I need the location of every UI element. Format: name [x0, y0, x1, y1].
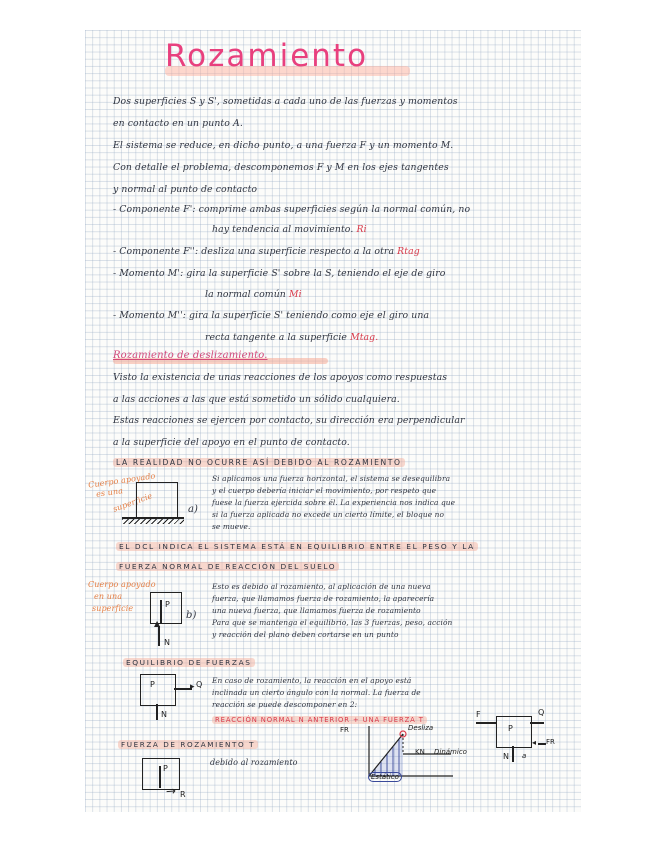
banner-dcl-2-text: FUERZA NORMAL DE REACCIÓN DEL SUELO: [116, 562, 339, 571]
diagram-b-text-1: Esto es debido al rozamiento, al aplicación de una nueva: [212, 582, 431, 591]
diagram-c-block: [140, 674, 176, 706]
diagram-b-text-4: Para que se mantenga el equilibrio, las 3 fuerzas, peso, acción: [212, 618, 453, 627]
intro-line-3: El sistema se reduce, en dicho punto, a una fuerza F y un momento M.: [113, 140, 454, 151]
bullet-2-tag: Rtag: [397, 246, 420, 257]
diagram-e-p-label: P: [508, 724, 513, 733]
diagram-b-text-2: fuerza, que llamamos fuerza de rozamiento, la aparecería: [212, 594, 435, 603]
bullet-2-text: - Componente F'': desliza una superficie respecto a la otra: [113, 246, 395, 257]
diagram-d-weight-arrow: [159, 766, 161, 788]
heading-friction-text: FUERZA DE ROZAMIENTO T: [118, 740, 258, 749]
intro-line-5: y normal al punto de contacto: [113, 184, 258, 195]
banner-reaction-text: REACCIÓN NORMAL N ANTERIOR + UNA FUERZA T: [212, 716, 427, 724]
diagram-b-letter: b): [186, 610, 197, 621]
para2-line-2: a las acciones a las que está sometido un sólido cualquiera.: [113, 394, 400, 405]
bullet-3-line-2: [205, 289, 302, 300]
diagram-b-label-2: en una: [94, 592, 123, 601]
diagram-a-ground-hatch: [122, 519, 184, 524]
bullet-4-line-1: - Momento M'': gira la superficie S' teniendo como eje el giro una: [113, 310, 430, 321]
banner-reaction: [212, 716, 427, 724]
diagram-c-text-3: reacción se puede descomponer en 2:: [212, 700, 358, 709]
diagram-a-label-1: Cuerpo apoyado: [87, 471, 156, 490]
graph-kn-label: KN: [415, 748, 425, 756]
diagram-e-fr-arrow: [538, 743, 546, 745]
diagram-e-n-label: N: [503, 752, 509, 761]
diagram-d-r-arrow: ↗: [162, 782, 180, 800]
bullet-3-tag: Mi: [288, 289, 302, 300]
section-heading: Rozamiento de deslizamiento.: [113, 350, 268, 361]
intro-line-4: Con detalle el problema, descomponemos F y M en los ejes tangentes: [113, 162, 449, 173]
diagram-c-q-arrowhead: ▸: [190, 682, 195, 692]
banner-reality: [113, 458, 405, 467]
diagram-a-letter: a): [188, 504, 199, 515]
bullet-1-text: hay tendencia al movimiento.: [212, 224, 354, 235]
banner-reality-text: LA REALIDAD NO OCURRE ASÍ DEBIDO AL ROZAMIENTO: [113, 458, 405, 467]
graph-dinamico-label: Dinámico: [434, 748, 467, 756]
diagram-c-n-label: N: [161, 710, 167, 719]
diagram-c-text-2: inclinada un cierto ángulo con la normal. La fuerza de: [212, 688, 421, 697]
diagram-c-q-label: Q: [196, 680, 203, 689]
graph-desliza-label: Desliza: [408, 724, 434, 732]
heading-friction: [118, 740, 258, 749]
diagram-a-block: [136, 482, 178, 518]
diagram-e-q-label: Q: [538, 708, 545, 717]
bullet-2-line: [113, 246, 420, 257]
banner-dcl-1-text: EL DCL INDICA EL SISTEMA ESTÁ EN EQUILIBRIO ENTRE EL PESO Y LA: [116, 542, 478, 551]
diagram-e-block: [496, 716, 532, 748]
heading-equilibrium-text: EQUILIBRIO DE FUERZAS: [123, 658, 255, 667]
bullet-1-tag: Ri: [356, 224, 367, 235]
bullet-3-text: la normal común: [205, 289, 286, 300]
bullet-4-line-2: [205, 332, 378, 343]
diagram-b-text-3: una nueva fuerza, que llamamos fuerza de rozamiento: [212, 606, 421, 615]
diagram-a-text-2: y el cuerpo debería iniciar el movimiento, por respeto que: [212, 486, 437, 495]
diagram-b-p-label: P: [165, 600, 170, 609]
diagram-a-text-3: fuese la fuerza ejercida sobre él. La experiencia nos indica que: [212, 498, 456, 507]
diagram-e-q-arrow: [530, 722, 544, 724]
diagram-e-normal-arrow: [512, 746, 514, 762]
graph-estatico-label: Estático: [368, 772, 402, 782]
diagram-e-f-label: F: [476, 710, 481, 719]
diagram-a-label-2: es una: [95, 486, 124, 499]
diagram-d-r-label: R: [180, 790, 186, 799]
intro-line-1: Dos superficies S y S', sometidas a cada uno de las fuerzas y momentos: [113, 96, 458, 107]
para2-line-1: Visto la existencia de unas reacciones de los apoyos como respuestas: [113, 372, 448, 383]
diagram-c-normal-arrow: [156, 704, 158, 720]
diagram-e-f-arrow: [476, 722, 496, 724]
banner-dcl-2: [116, 562, 339, 571]
diagram-c-text-1: En caso de rozamiento, la reacción en el apoyo está: [212, 676, 412, 685]
bullet-4-tag: Mtag.: [350, 332, 379, 343]
banner-dcl-1: [116, 542, 478, 551]
diagram-b-text-5: y reacción del plano deben cortarse en un punto: [212, 630, 399, 639]
diagram-d-p-label: P: [163, 764, 168, 773]
diagram-e-a-label: a: [522, 752, 527, 760]
bullet-1-line-2: [212, 224, 367, 235]
diagram-b-label-1: Cuerpo apoyado: [88, 580, 156, 589]
diagram-b-normal-arrowhead: ▲: [154, 619, 161, 628]
diagram-b-weight-arrow: [160, 600, 162, 624]
heading-equilibrium: [123, 658, 255, 667]
page-title: Rozamiento: [165, 38, 369, 74]
diagram-d-text: debido al rozamiento: [210, 758, 298, 767]
diagram-b-normal-arrow: [158, 626, 160, 646]
diagram-e-fr-label: FR: [546, 738, 555, 746]
diagram-c-p-label: P: [150, 680, 155, 689]
graph-fr-label: FR: [340, 726, 349, 734]
diagram-a-text-4: si la fuerza aplicada no excede un cierto límite, el bloque no: [212, 510, 445, 519]
diagram-b-n-label: N: [164, 638, 170, 647]
diagram-a-text-1: Si aplicamos una fuerza horizontal, el sistema se desequilibra: [212, 474, 451, 483]
bullet-1-line-1: - Componente F': comprime ambas superficies según la normal común, no: [113, 204, 471, 215]
diagram-a-label-3: superficie: [111, 491, 154, 514]
diagram-b-label-3: superficie: [92, 604, 134, 613]
para2-line-4: a la superficie del apoyo en el punto de contacto.: [113, 437, 350, 448]
diagram-e-fr-arrowhead: ◂: [532, 738, 537, 747]
bullet-3-line-1: - Momento M': gira la superficie S' sobre la S, teniendo el eje de giro: [113, 268, 446, 279]
bullet-4-text: recta tangente a la superficie: [205, 332, 348, 343]
para2-line-3: Estas reacciones se ejercen por contacto, su dirección era perpendicular: [113, 415, 465, 426]
intro-line-2: en contacto en un punto A.: [113, 118, 243, 129]
diagram-a-text-5: se mueve.: [212, 522, 251, 531]
